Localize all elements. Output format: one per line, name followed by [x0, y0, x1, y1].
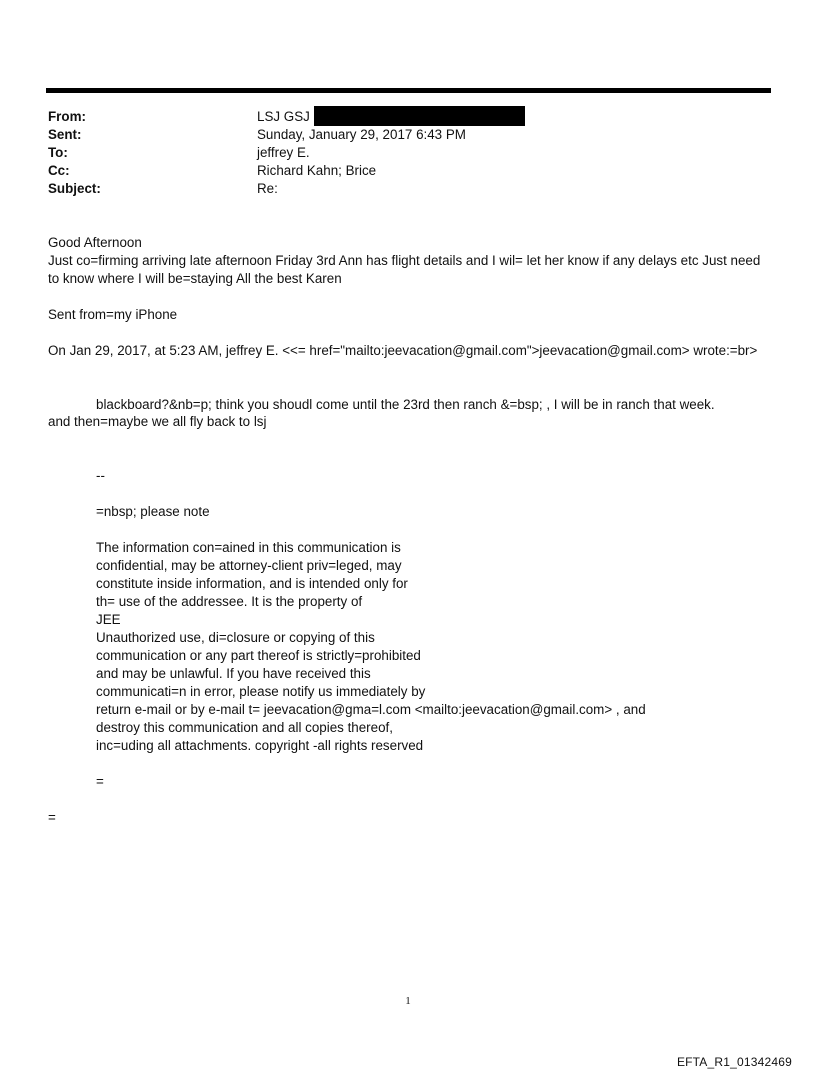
disclaimer-line: constitute inside information, and is intended only for [96, 576, 408, 591]
disclaimer-line: The information con=ained in this communication is [96, 540, 401, 555]
from-label: From: [48, 109, 86, 124]
disclaimer-line: Unauthorized use, di=closure or copying of this [96, 630, 375, 645]
disclaimer-line: inc=uding all attachments. copyright -all rights reserved [96, 738, 424, 753]
body-line-1: Just co=firming arriving late afternoon Friday 3rd Ann has flight details and I wil= let her know if any delays etc Just need [48, 253, 761, 268]
to-row [48, 144, 768, 162]
signature-note: =nbsp; please note [96, 504, 210, 519]
final-equals: = [48, 810, 56, 825]
disclaimer-line: communication or any part thereof is strictly=prohibited [96, 648, 421, 663]
signature-dashes: -- [96, 468, 105, 483]
sent-value: Sunday, January 29, 2017 6:43 PM [257, 127, 466, 142]
document-id: EFTA_R1_01342469 [676, 1055, 792, 1069]
quoted-line-2: and then=maybe we all fly back to lsj [48, 414, 267, 429]
disclaimer-line: return e-mail or by e-mail t= jeevacation@gma=l.com <mailto:jeevacation@gmail.com> , and [96, 702, 646, 717]
subject-row [48, 180, 768, 198]
greeting: Good Afternoon [48, 235, 142, 250]
disclaimer-line: destroy this communication and all copies thereof, [96, 720, 393, 735]
indented-equals: = [96, 774, 104, 789]
sent-from-line: Sent from=my iPhone [48, 307, 178, 322]
subject-label: Subject: [48, 181, 101, 196]
disclaimer-line: communicati=n in error, please notify us immediately by [96, 684, 426, 699]
from-value [257, 108, 525, 126]
cc-label: Cc: [48, 163, 70, 178]
cc-row [48, 162, 768, 180]
subject-value: Re: [257, 181, 278, 196]
to-label: To: [48, 145, 68, 160]
cc-value: Richard Kahn; Brice [257, 163, 377, 178]
header-rule [46, 88, 771, 93]
from-name: LSJ GSJ [257, 109, 310, 124]
disclaimer-line: JEE [96, 612, 121, 627]
disclaimer-line: confidential, may be attorney-client priv=leged, may [96, 558, 402, 573]
quoted-line-1: blackboard?&nb=p; think you shoudl come until the 23rd then ranch &=bsp; , I will be in ranch that week. [96, 397, 715, 412]
from-row [48, 108, 768, 126]
sent-label: Sent: [48, 127, 82, 142]
redaction-box [314, 106, 525, 126]
to-value: jeffrey E. [257, 145, 310, 160]
page-number: 1 [405, 995, 411, 1007]
disclaimer-line: and may be unlawful. If you have received this [96, 666, 371, 681]
body-line-2: to know where I will be=staying All the best Karen [48, 271, 342, 286]
disclaimer-line: th= use of the addressee. It is the property of [96, 594, 363, 609]
sent-row [48, 126, 768, 144]
quote-header: On Jan 29, 2017, at 5:23 AM, jeffrey E. <<= href="mailto:jeevacation@gmail.com">jeevacation@gmail.com> wrote:=br> [48, 343, 758, 358]
